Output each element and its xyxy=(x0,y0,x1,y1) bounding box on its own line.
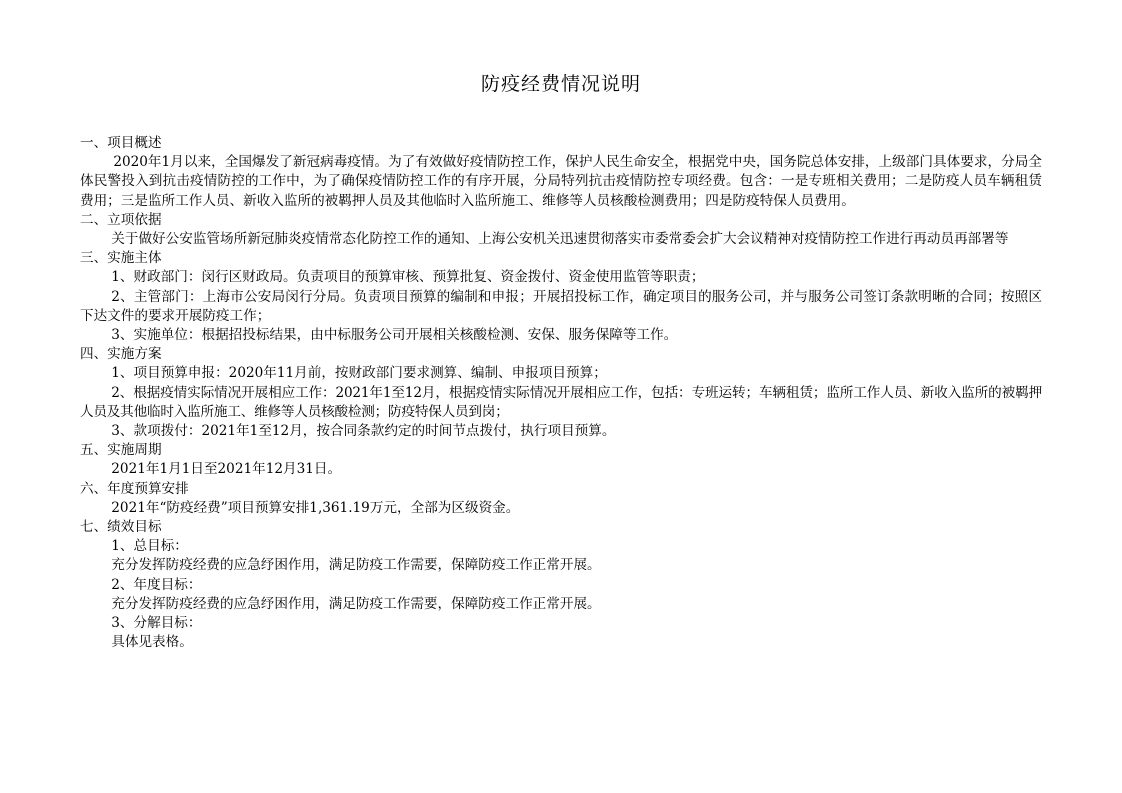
section-heading: 二、立项依据 xyxy=(80,211,162,228)
section-implementers xyxy=(80,249,1042,345)
section-heading: 三、实施主体 xyxy=(80,250,162,267)
section-paragraph: 1、财政部门：闵行区财政局。负责项目的预算审核、预算批复、资金拨付、资金使用监管等职责； xyxy=(111,269,705,286)
section-paragraph: 充分发挥防疫经费的应急纾困作用，满足防疫工作需要，保障防疫工作正常开展。 xyxy=(111,595,601,612)
section-paragraph: 2020年1月以来，全国爆发了新冠病毒疫情。为了有效做好疫情防控工作，保护人民生命安全，根据党中央，国务院总体安排，上级部门具体要求，分局全体民警投入到抗击疫情防控的工作中，为了确保疫情防控工作的有序开展，分局特列抗击疫情防控专项经费。包含：一是专班相关费用；二是防疫人员车辆租赁费用；三是监所工作人员、新收入监所的被羁押人员及其他临时入监所施工、维修等人员核酸检测费用；四是防疫特保人员费用。 xyxy=(80,154,1042,209)
document-title: 防疫经费情况说明 xyxy=(480,73,641,95)
section-paragraph: 充分发挥防疫经费的应急纾困作用，满足防疫工作需要，保障防疫工作正常开展。 xyxy=(111,557,601,574)
section-budget xyxy=(80,480,1042,518)
section-paragraph: 3、实施单位：根据招投标结果，由中标服务公司开展相关核酸检测、安保、服务保障等工作。 xyxy=(111,327,678,344)
section-goals xyxy=(80,518,1042,652)
section-paragraph: 2021年1月1日至2021年12月31日。 xyxy=(111,461,342,478)
section-paragraph: 2、根据疫情实际情况开展相应工作：2021年1至12月，根据疫情实际情况开展相应工作，包括：专班运转；车辆租赁；监所工作人员、新收入监所的被羁押人员及其他临时入监所施工、维修等人员核酸检测；防疫特保人员到岗； xyxy=(80,384,1042,420)
document-body xyxy=(80,134,1042,652)
section-overview xyxy=(80,134,1042,211)
section-paragraph: 2021年“防疫经费”项目预算安排1,361.19万元，全部为区级资金。 xyxy=(111,499,520,516)
section-paragraph: 1、项目预算申报：2020年11月前，按财政部门要求测算、编制、申报项目预算； xyxy=(111,365,607,382)
section-heading: 四、实施方案 xyxy=(80,346,162,363)
section-paragraph: 3、款项拨付：2021年1至12月，按合同条款约定的时间节点拨付，执行项目预算。 xyxy=(111,423,616,440)
section-heading: 一、项目概述 xyxy=(80,135,162,151)
section-paragraph: 3、分解目标： xyxy=(111,615,202,632)
section-basis xyxy=(80,211,1042,249)
section-paragraph: 2、年度目标： xyxy=(111,576,202,593)
section-paragraph: 具体见表格。 xyxy=(111,634,193,651)
section-heading: 六、年度预算安排 xyxy=(80,480,189,497)
section-paragraph: 1、总目标： xyxy=(111,538,188,555)
section-period xyxy=(80,441,1042,479)
section-plan xyxy=(80,345,1042,441)
section-paragraph: 关于做好公安监管场所新冠肺炎疫情常态化防控工作的通知、上海公安机关迅速贯彻落实市委常委会扩大会议精神对疫情防控工作进行再动员再部署等 xyxy=(111,231,1009,248)
section-heading: 七、绩效目标 xyxy=(80,519,162,536)
section-paragraph: 2、主管部门：上海市公安局闵行分局。负责项目预算的编制和申报；开展招投标工作，确定项目的服务公司，并与服务公司签订条款明晰的合同；按照区下达文件的要求开展防疫工作； xyxy=(80,288,1042,324)
section-heading: 五、实施周期 xyxy=(80,442,162,459)
